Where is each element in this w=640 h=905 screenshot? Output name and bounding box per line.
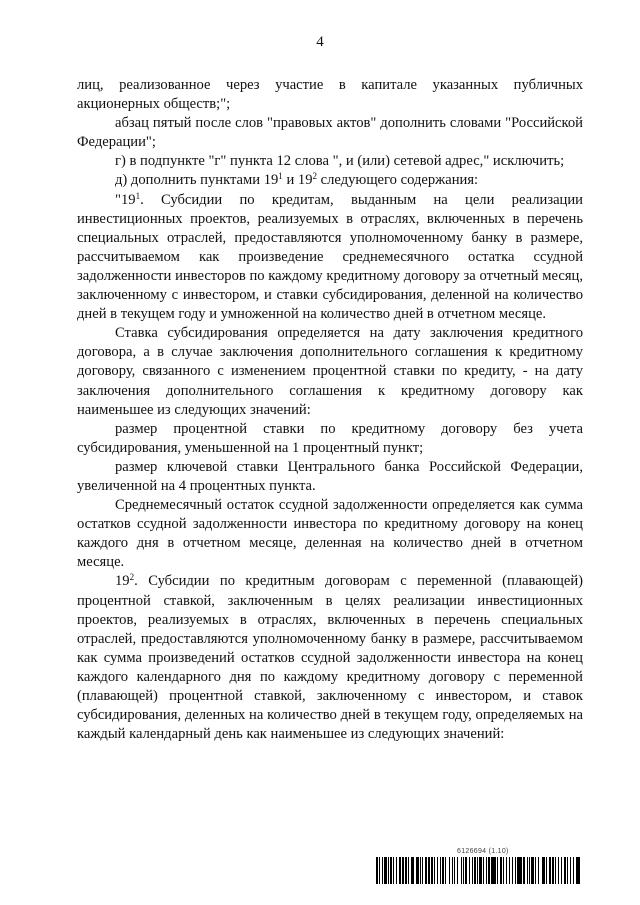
paragraph-8: размер ключевой ставки Центрального банка Российской Федерации, увеличенной на 4 процентных пункта.	[77, 458, 583, 494]
document-body	[77, 76, 583, 744]
paragraph-5-text-b: . Субсидии по кредитам, выданным на цели реализации инвестиционных проектов, реализуемых в отраслях, включенных в перечень специальных отраслей, предоставляются уполномоченному банку в размере, рассчитываемом как произведение среднемесячного остатка ссудной задолженности инвесторов по каждому кредитному договору за отчетный месяц, заключенному с инвестором, и ставки субсидирования, деленной на количество дней в текущем году и умноженной на количество дней в отчетном месяце.	[77, 191, 583, 323]
superscript-1: 1	[278, 171, 283, 182]
document-code: 6126694 (1.10)	[457, 848, 509, 855]
superscript-1: 1	[135, 190, 141, 201]
page-number: 4	[316, 34, 324, 50]
paragraph-1: лиц, реализованное через участие в капитале указанных публичных акционерных обществ;";	[77, 77, 583, 113]
barcode-space	[580, 857, 581, 884]
paragraph-10	[77, 572, 583, 744]
paragraph-4-text-c: следующего содержания:	[317, 172, 479, 189]
paragraph-4-text-b: и 19	[282, 172, 313, 189]
paragraph-10-text-a: 19	[115, 573, 130, 590]
superscript-2: 2	[312, 171, 317, 182]
paragraph-6: Ставка субсидирования определяется на дату заключения кредитного договора, а в случае заключения дополнительного соглашения к кредитному договору, связанного с изменением процентной ставки по кредиту, - на дату заключения дополнительного соглашения к кредитному договору как наименьшее из следующих значений:	[77, 325, 583, 418]
paragraph-4-text-a: д) дополнить пунктами 19	[115, 172, 279, 189]
paragraph-7: размер процентной ставки по кредитному договору без учета субсидирования, уменьшенной на 1 процентный пункт;	[77, 420, 583, 456]
paragraph-5	[77, 191, 583, 325]
paragraph-9: Среднемесячный остаток ссудной задолженности определяется как сумма остатков ссудной задолженности инвестора по кредитному договору на конец каждого дня в отчетном месяце, деленная на количество дней в отчетном месяце.	[77, 497, 583, 571]
paragraph-3: г) в подпункте "г" пункта 12 слова ", и (или) сетевой адрес," исключить;	[115, 153, 565, 170]
paragraph-4	[77, 171, 583, 190]
paragraph-5-text-a: "19	[115, 191, 136, 208]
barcode	[376, 857, 582, 884]
paragraph-2: абзац пятый после слов "правовых актов" дополнить словами "Российской Федерации";	[77, 115, 583, 151]
superscript-2: 2	[129, 572, 135, 583]
paragraph-10-text-b: . Субсидии по кредитным договорам с переменной (плавающей) процентной ставкой, заключенным в целях реализации инвестиционных проектов, реализуемых в отраслях, включенных в перечень специальных отраслей, предоставляются уполномоченному банку в размере, рассчитываемом как сумма произведений остатков ссудной задолженности инвестора на конец каждого календарного дня по каждому кредитному договору с переменной (плавающей) процентной ставкой, заключенному с инвестором, и ставок субсидирования, деленных на количество дней в текущем году, определяемых на каждый календарный день как наименьшее из следующих значений:	[77, 573, 583, 743]
